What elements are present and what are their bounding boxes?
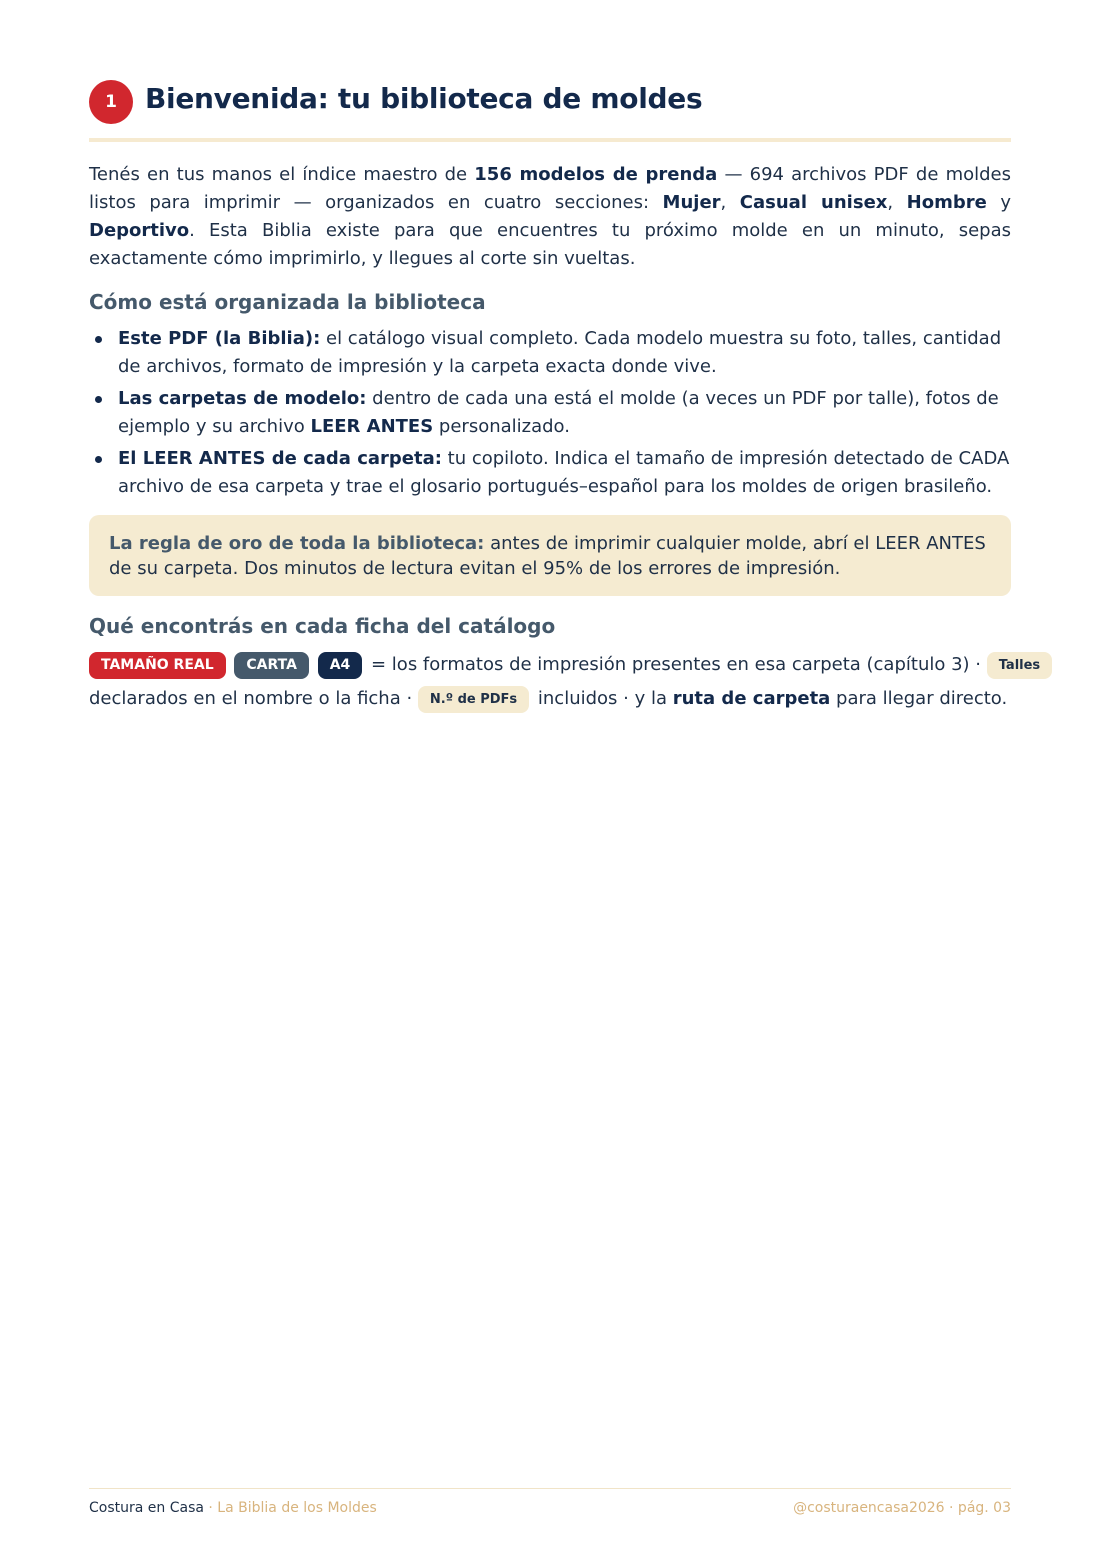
item-lead: El LEER ANTES de cada carpeta: — [118, 448, 442, 469]
intro-text: Tenés en tus manos el índice maestro de — [89, 164, 475, 185]
organization-heading: Cómo está organizada la biblioteca — [89, 290, 486, 314]
intro-paragraph — [89, 161, 1011, 273]
section-header — [89, 80, 1011, 142]
legend-text: declarados en el nombre o la ficha · — [89, 688, 418, 709]
item-lead: Las carpetas de modelo: — [118, 388, 367, 409]
intro-text: y — [986, 192, 1011, 213]
catalog-legend-line-2 — [89, 682, 1011, 716]
tag-talles: Talles — [987, 652, 1052, 679]
bullet-icon — [95, 456, 102, 463]
legend-text: = los formatos de impresión presentes en esa carpeta (capítulo 3) · — [371, 654, 987, 675]
organization-list — [89, 325, 1011, 505]
intro-text: , — [720, 192, 740, 213]
bullet-icon — [95, 396, 102, 403]
item-bold: LEER ANTES — [310, 416, 434, 437]
intro-bold-casual: Casual unisex — [739, 192, 888, 213]
section-number-badge: 1 — [89, 80, 133, 124]
page-footer — [89, 1488, 1011, 1517]
item-text: el catálogo visual completo. Cada modelo muestra su foto, talles, cantidad de archivos, formato de impresión y la carpeta exacta donde vive. — [118, 328, 1002, 377]
item-lead: Este PDF (la Biblia): — [118, 328, 321, 349]
legend-text: para llegar directo. — [830, 688, 1008, 709]
item-text: dentro de cada una está el molde (a veces un PDF por talle), fotos de ejemplo y su archivo — [118, 388, 999, 437]
callout-lead: La regla de oro de toda la biblioteca: — [109, 533, 485, 554]
tag-a4: A4 — [318, 652, 363, 679]
catalog-legend-line-1 — [89, 648, 1041, 682]
item-text: tu copiloto. Indica el tamaño de impresión detectado de CADA archivo de esa carpeta y trae el glosario portugués–español para los moldes de origen brasileño. — [118, 448, 1010, 497]
callout-text: antes de imprimir cualquier molde, abrí el LEER ANTES de su carpeta. Dos minutos de lectura evitan el 95% de los errores de impresión. — [109, 533, 986, 579]
footer-page-info: @costuraencasa2026 · pág. 03 — [793, 1500, 1011, 1516]
list-item — [89, 325, 1011, 381]
item-text: personalizado. — [433, 416, 570, 437]
legend-bold-ruta: ruta de carpeta — [672, 688, 831, 709]
bullet-icon — [95, 336, 102, 343]
list-item — [89, 445, 1011, 501]
list-item — [89, 385, 1011, 441]
footer-brand: Costura en Casa — [89, 1500, 204, 1516]
catalog-heading: Qué encontrás en cada ficha del catálogo — [89, 614, 556, 638]
intro-text: , — [887, 192, 907, 213]
intro-bold-deportivo: Deportivo — [89, 220, 190, 241]
intro-text: — 694 archivos PDF de moldes listos para imprimir — organizados en cuatro secciones: — [89, 164, 1011, 213]
intro-bold-mujer: Mujer — [662, 192, 721, 213]
footer-subtitle: · La Biblia de los Moldes — [203, 1500, 377, 1516]
golden-rule-callout — [89, 515, 1011, 596]
intro-text: . Esta Biblia existe para que encuentres tu próximo molde en un minuto, sepas exactamente cómo imprimirlo, y llegues al corte sin vueltas. — [89, 220, 1011, 269]
page-title: Bienvenida: tu biblioteca de moldes — [145, 82, 703, 115]
tag-tamano-real: TAMAÑO REAL — [89, 652, 226, 679]
intro-bold-hombre: Hombre — [906, 192, 987, 213]
intro-bold-models: 156 modelos de prenda — [474, 164, 718, 185]
tag-num-pdfs: N.º de PDFs — [418, 686, 529, 713]
legend-text: incluidos · y la — [532, 688, 673, 709]
tag-carta: CARTA — [234, 652, 309, 679]
